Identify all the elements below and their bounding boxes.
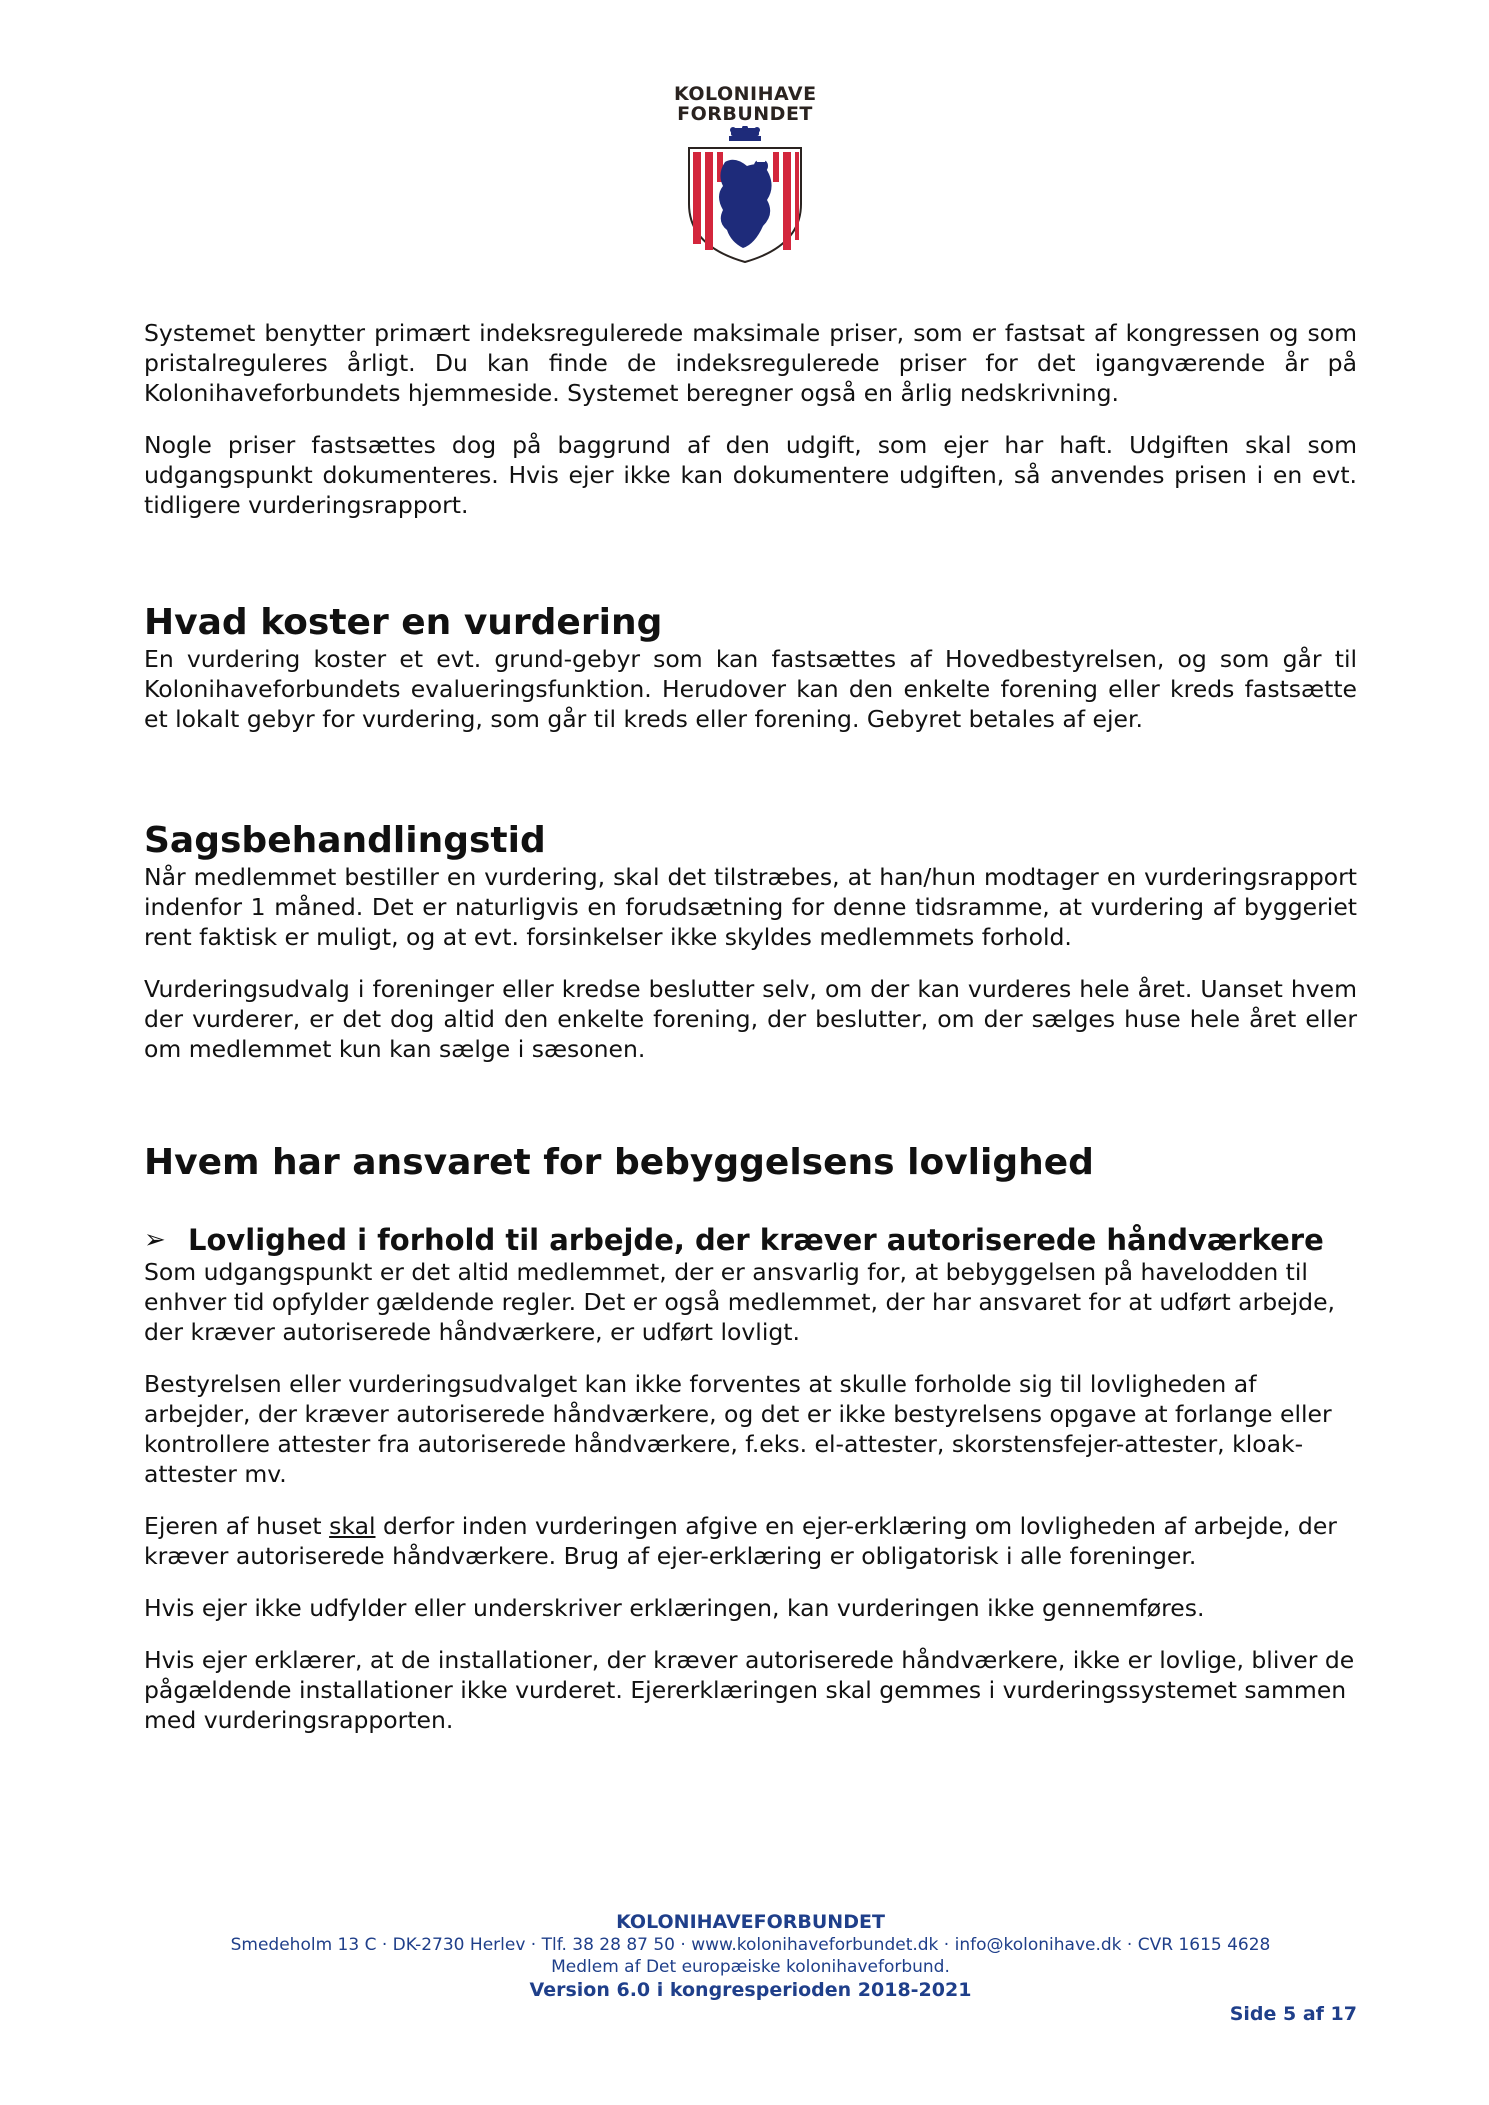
footer-address: Smedeholm 13 C · DK-2730 Herlev · Tlf. 38 28 87 50 · www.kolonihaveforbundet.dk · info@kolonihave.dk · CVR 1615 4628	[230, 1935, 1271, 1955]
responsibility-paragraph-3	[144, 1511, 1357, 1571]
responsibility-paragraph-2: Bestyrelsen eller vurderingsudvalget kan ikke forventes at skulle forholde sig til lovligheden af arbejder, der kræver autoriserede håndværkere, og det er ikke bestyrelsens opgave at forlange eller kontrollere attester fra autoriserede håndværkere, f.eks. el-attester, skorstensfejer-attester, kloak-attester mv.	[144, 1370, 1332, 1488]
organization-logo	[674, 84, 816, 264]
heading-responsibility: Hvem har ansvaret for bebyggelsens lovlighed	[144, 1142, 1094, 1183]
cost-paragraph: En vurdering koster et evt. grund-gebyr som kan fastsættes af Hovedbestyrelsen, og som går til Kolonihaveforbundets evalueringsfunktion. Herudover kan den enkelte forening eller kreds fastsætte et lokalt gebyr for vurdering, som går til kreds eller forening. Gebyret betales af ejer.	[144, 645, 1357, 733]
responsibility-paragraph-5: Hvis ejer erklærer, at de installationer, der kræver autoriserede håndværkere, ikke er lovlige, bliver de pågældende installationer ikke vurderet. Ejererklæringen skal gemmes i vurderingssystemet sammen med vurderingsrapporten.	[144, 1646, 1355, 1734]
intro-paragraph-2: Nogle priser fastsættes dog på baggrund af den udgift, som ejer har haft. Udgiften skal som udgangspunkt dokumenteres. Hvis ejer ikke kan dokumentere udgiften, så anvendes prisen i en evt. tidligere vurderingsrapport.	[144, 431, 1357, 519]
processing-paragraph-1: Når medlemmet bestiller en vurdering, skal det tilstræbes, at han/hun modtager en vurderingsrapport indenfor 1 måned. Det er naturligvis en forudsætning for denne tidsramme, at vurdering af byggeriet rent faktisk er muligt, og at evt. forsinkelser ikke skyldes medlemmets forhold.	[144, 863, 1357, 951]
subheading-text: Lovlighed i forhold til arbejde, der kræver autoriserede håndværkere	[188, 1223, 1324, 1257]
footer-organization: KOLONIHAVEFORBUNDET	[616, 1911, 885, 1933]
arrow-bullet-icon: ➢	[144, 1225, 166, 1255]
heading-processing-time: Sagsbehandlingstid	[144, 820, 546, 861]
crest-icon	[675, 126, 815, 266]
page-content	[144, 318, 1357, 1735]
heading-cost: Hvad koster en vurdering	[144, 602, 663, 643]
footer-version: Version 6.0 i kongresperioden 2018-2021	[529, 1979, 972, 2001]
p3-underlined-word: skal	[329, 1512, 376, 1540]
logo-line-1: KOLONIHAVE	[674, 83, 817, 105]
intro-paragraph-1: Systemet benytter primært indeksregulerede maksimale priser, som er fastsat af kongressen og som pristalreguleres årligt. Du kan finde de indeksregulerede priser for det igangværende år på Kolonihaveforbundets hjemmeside. Systemet beregner også en årlig nedskrivning.	[144, 319, 1357, 407]
processing-paragraph-2: Vurderingsudvalg i foreninger eller kredse beslutter selv, om der kan vurderes hele året. Uanset hvem der vurderer, er det dog altid den enkelte forening, der beslutter, om der sælges huse hele året eller om medlemmet kun kan sælge i sæsonen.	[144, 975, 1357, 1063]
page-footer	[144, 1910, 1357, 2002]
p3-text-before: Ejeren af huset	[144, 1512, 330, 1540]
responsibility-paragraph-4: Hvis ejer ikke udfylder eller underskriver erklæringen, kan vurderingen ikke gennemføres.	[144, 1594, 1205, 1622]
subheading-lawfulness	[144, 1224, 1357, 1257]
footer-membership: Medlem af Det europæiske kolonihaveforbund.	[551, 1957, 950, 1977]
logo-line-2: FORBUNDET	[677, 103, 813, 125]
page-number: Side 5 af 17	[1229, 2003, 1357, 2025]
responsibility-paragraph-1: Som udgangspunkt er det altid medlemmet, der er ansvarlig for, at bebyggelsen på havelodden til enhver tid opfylder gældende regler. Det er også medlemmet, der har ansvaret for at udført arbejde, der kræver autoriserede håndværkere, er udført lovligt.	[144, 1258, 1335, 1346]
p3-text-after: derfor inden vurderingen afgive en ejer-erklæring om lovligheden af arbejde, der kræver autoriserede håndværkere. Brug af ejer-erklæring er obligatorisk i alle foreninger.	[144, 1512, 1337, 1570]
